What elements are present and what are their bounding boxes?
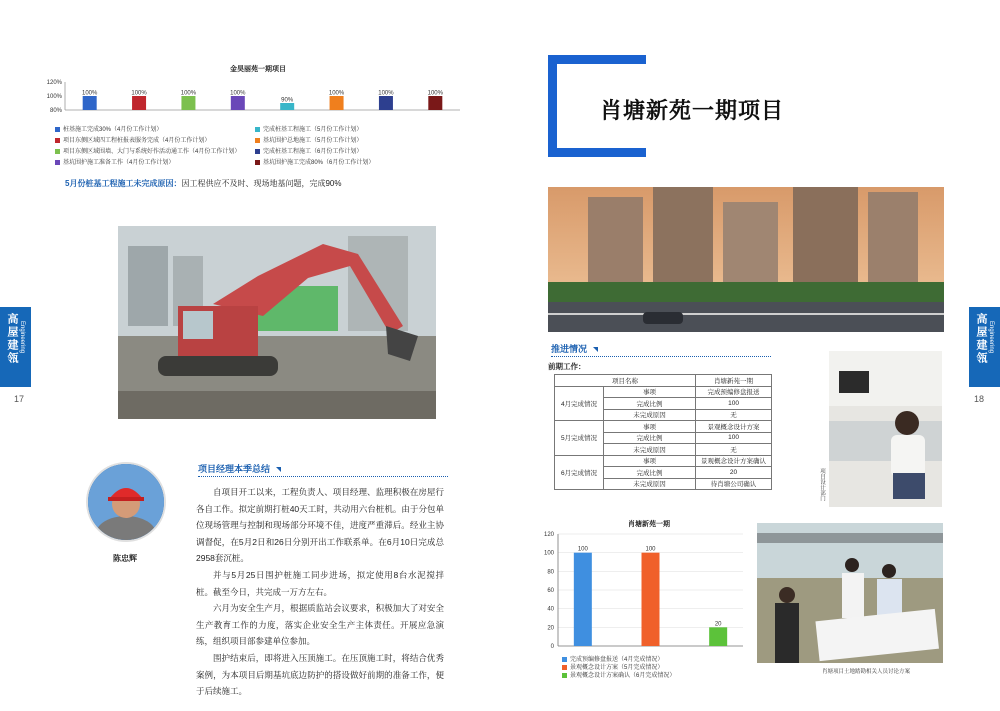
manager-heading [198,462,281,475]
legend-entry [255,146,362,155]
legend-entry [55,146,240,155]
left-spine-title: 高屋建瓴 [6,313,18,365]
month-cell: 4月完成情况 [555,386,604,421]
y-tick-label: 80% [49,108,62,114]
legend-entry [562,656,752,664]
bar [642,553,660,646]
table-cell: 完成预编修盘报送 [696,386,772,398]
table-cell: 未完成原因 [604,444,696,456]
top-chart-note [65,178,341,189]
data-label: 100 [577,546,588,553]
legend-label: 完成桩基工程施工（6月份工作计划） [263,149,363,155]
table-cell: 完成比例 [604,432,696,444]
table-cell: 事项 [604,386,696,398]
progress-heading [551,342,598,355]
legend-swatch [255,127,260,132]
legend-label: 景观概念设计方案（5月完成情况） [570,665,664,671]
legend-entry [55,135,210,144]
bar [181,96,195,110]
manager-name: 陈忠辉 [113,554,137,563]
legend-swatch [562,673,567,678]
summary-paragraph: 六月为安全生产月，根据质监站会议要求，积极加大了对安全生产教育工作的力度，落实企业安全生产主体责任。开展应急演练，组织项目部参建单位参加。 [196,603,444,647]
legend-swatch [55,160,60,165]
table-cell: 完成比例 [604,467,696,479]
legend-entry [55,124,162,133]
legend-swatch [562,665,567,670]
bottom-chart-legend [562,656,752,680]
site-meeting-photo [757,523,943,663]
bar [83,96,97,110]
bar [428,96,442,110]
excavator-photo [118,226,436,419]
legend-label: 项目东侧区域四工程桩报表服务完成（4月份工作计划） [63,138,211,144]
summary-paragraph: 围护结束后，即将进入压顶施工。在压顶施工时，将结合优秀案例，为本项目后期基坑底边防护的搭设做好前期的准备工作，便于后续施工。 [196,652,444,697]
note-body: 因工程供应不及时、现场地基问题，完成90% [181,179,342,188]
y-tick-label: 120% [46,80,62,86]
table-cell: 无 [696,444,772,456]
bottom-chart-plot [528,528,753,653]
table-cell: 100 [696,398,772,410]
y-tick-label: 60 [547,588,554,594]
note-head: 5月份桩基工程施工未完成原因： [65,179,182,188]
left-spine-en: Engineering [19,321,25,354]
legend-label: 基坑围护施工完成80%（6月份工作计划） [263,160,375,166]
summary-paragraph: 并与5月25日围护桩施工同步进场，拟定使用8台水泥搅拌桩。截至今日，共完成一万方左右。 [196,569,444,597]
top-chart-legend [55,124,475,184]
data-label: 100% [131,90,147,97]
table-cell: 完成比例 [604,398,696,410]
table-header-cell: 项目名称 [555,375,696,387]
table-row [555,386,772,398]
page-number-right: 18 [974,394,985,404]
excavator-illustration [118,226,436,419]
y-tick-label: 120 [543,532,554,538]
data-label: 100% [180,90,197,97]
progress-heading-text: 推进情况 [551,344,588,354]
legend-swatch [255,149,260,154]
data-label: 100% [427,90,443,97]
y-tick-label: 20 [547,625,554,632]
legend-swatch [55,149,60,154]
table-cell: 100 [696,432,772,444]
legend-label: 完成预编修盘报送（4月完成情况） [570,657,664,663]
y-tick-label: 80 [547,569,554,576]
legend-label: 项目东侧区域围墙、大门与系统好作活动通工作（4月份工作计划） [63,149,241,155]
legend-entry [255,157,374,166]
progress-table [554,374,772,490]
table-cell: 事项 [604,421,696,433]
top-chart-title: 金昊丽苑一期项目 [230,66,286,73]
right-spine-en: Engineering [988,321,994,354]
table-cell: 事项 [604,455,696,467]
legend-swatch [562,657,567,662]
bar [379,96,393,110]
table-header-cell: 肖塘新苑一期 [696,375,772,387]
summary-paragraph: 自项目开工以来，工程负责人、项目经理、监理积极在房屋行各自工作。拟定前期打桩40天工时，共动用六台桩机。由于分包单位现场管理与控制和现场部分环境不佳，进度严重滞后。经业主协调督促，在5月2日和26日分别开出工作联系单。在6月10日完成总2958套沉桩。 [196,487,444,564]
title-frame-right [625,55,646,64]
legend-entry [562,672,752,680]
bar [574,553,592,646]
table-cell: 未完成原因 [604,478,696,490]
data-label: 100% [82,90,98,97]
table-row [555,421,772,433]
data-label: 100% [230,90,246,97]
table-cell: 20 [696,467,772,479]
manager-heading-rule [198,476,448,477]
table-row [555,455,772,467]
office-photo [829,351,942,507]
legend-entry [55,157,174,166]
bar [132,96,146,110]
data-label: 100 [645,546,656,553]
legend-swatch [55,138,60,143]
office-photo-caption: 项目设计部门 [819,468,825,501]
manager-heading-text: 项目经理本季总结 [198,464,271,474]
table-cell: 景观概念设计方案 [696,421,772,433]
bar [709,627,727,646]
progress-heading-rule [551,356,771,357]
data-label: 100% [378,90,394,97]
legend-entry [255,135,362,144]
right-spine-title: 高屋建瓴 [975,313,987,365]
legend-entry [562,664,752,672]
bar [330,96,344,110]
data-label: 90% [281,97,294,104]
triangle-icon [593,347,598,352]
legend-swatch [255,138,260,143]
prework-label: 前期工作： [548,362,586,371]
data-label: 20 [714,621,722,628]
project-title: 肖塘新苑一期项目 [600,98,785,124]
triangle-icon [276,467,281,472]
month-cell: 5月完成情况 [555,421,604,456]
title-frame-right-b [625,148,646,157]
table-cell: 无 [696,409,772,421]
legend-label: 基坑围护总地施工（5月份工作计划） [263,138,363,144]
y-tick-label: 100 [543,550,554,557]
manager-summary [196,484,444,700]
y-tick-label: 40 [547,606,554,613]
month-cell: 6月完成情况 [555,455,604,490]
legend-label: 基坑围护施工准备工作（4月份工作计划） [63,160,175,166]
legend-label: 完成桩基工程施工（5月份工作计划） [263,127,363,133]
legend-label: 桩基施工完成30%（4月份工作计划） [63,127,163,133]
y-tick-label: 0 [550,644,554,650]
legend-label: 景观概念设计方案确认（6月完成情况） [570,673,676,679]
legend-swatch [55,127,60,132]
table-cell: 待肖塘公司确认 [696,478,772,490]
meeting-photo-caption: 肖塘项目土地踏勘相关人员讨论方案 [822,669,911,675]
top-chart [40,60,480,210]
page-number-left: 17 [14,394,25,404]
left-spine-tab [0,307,31,387]
right-spine-tab [969,307,1000,387]
bottom-chart [528,512,753,687]
y-tick-label: 100% [46,94,62,100]
bar [231,96,245,110]
legend-entry [255,124,362,133]
manager-avatar [86,462,166,542]
data-label: 100% [328,90,345,97]
table-cell: 未完成原因 [604,409,696,421]
bar [280,103,294,110]
legend-swatch [255,160,260,165]
table-cell: 景观概念设计方案确认 [696,455,772,467]
residential-photo [548,187,944,332]
top-chart-plot [40,74,480,116]
bottom-chart-title: 肖塘新苑一期 [628,521,670,528]
table-header-row [555,375,772,387]
